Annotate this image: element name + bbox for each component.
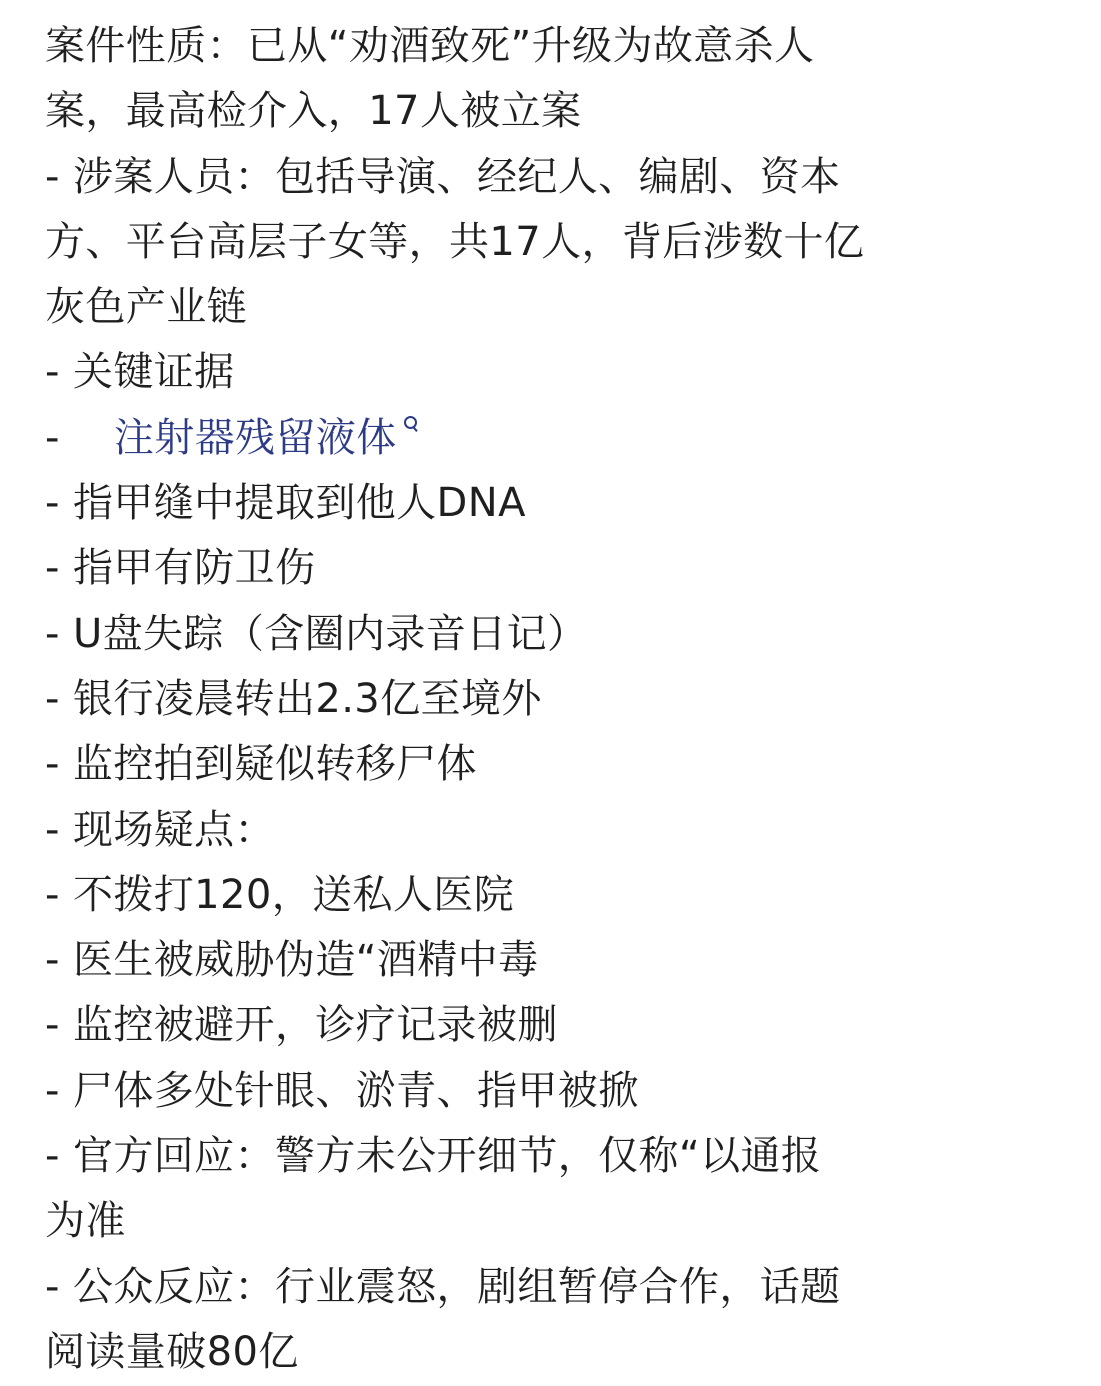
text-line: - 监控被避开，诊疗记录被删 bbox=[45, 1002, 558, 1049]
text-line: 案，最高检介入，17人被立案 bbox=[45, 88, 582, 135]
text-line: - 尸体多处针眼、淤青、指甲被掀 bbox=[45, 1067, 639, 1114]
text-line: - 涉案人员：包括导演、经纪人、编剧、资本 bbox=[45, 153, 841, 200]
text-line: - 医生被威胁伪造“酒精中毒 bbox=[45, 937, 539, 984]
text-line: 阅读量破80亿 bbox=[45, 1328, 299, 1375]
search-link[interactable] bbox=[114, 415, 419, 461]
text-line: 为准 bbox=[45, 1198, 126, 1245]
text-line: - 指甲有防卫伤 bbox=[45, 545, 316, 592]
text-line: - 现场疑点： bbox=[45, 806, 275, 853]
text-line: - 指甲缝中提取到他人DNA bbox=[45, 480, 526, 527]
text-line: - 官方回应：警方未公开细节，仅称“以通报 bbox=[45, 1133, 822, 1180]
list-dash: - bbox=[45, 414, 60, 461]
document-body bbox=[45, 14, 1055, 1385]
text-line: - 不拨打120，送私人医院 bbox=[45, 871, 515, 918]
text-line: - 公众反应：行业震怒，剧组暂停合作，话题 bbox=[45, 1263, 841, 1310]
text-line: 方、平台高层子女等，共17人，背后涉数十亿 bbox=[45, 218, 865, 265]
search-link-line bbox=[45, 406, 1055, 471]
search-link-text: 注射器残留液体 bbox=[113, 414, 397, 461]
search-icon bbox=[403, 414, 419, 436]
text-line: - U盘失踪（含圈内录音日记） bbox=[45, 610, 588, 657]
text-line: 案件性质：已从“劝酒致死”升级为故意杀人 bbox=[45, 23, 815, 69]
text-line: - 关键证据 bbox=[45, 349, 235, 396]
text-line: - 监控拍到疑似转移尸体 bbox=[45, 741, 477, 788]
text-line: 灰色产业链 bbox=[45, 284, 247, 331]
text-line: - 银行凌晨转出2.3亿至境外 bbox=[45, 675, 542, 722]
